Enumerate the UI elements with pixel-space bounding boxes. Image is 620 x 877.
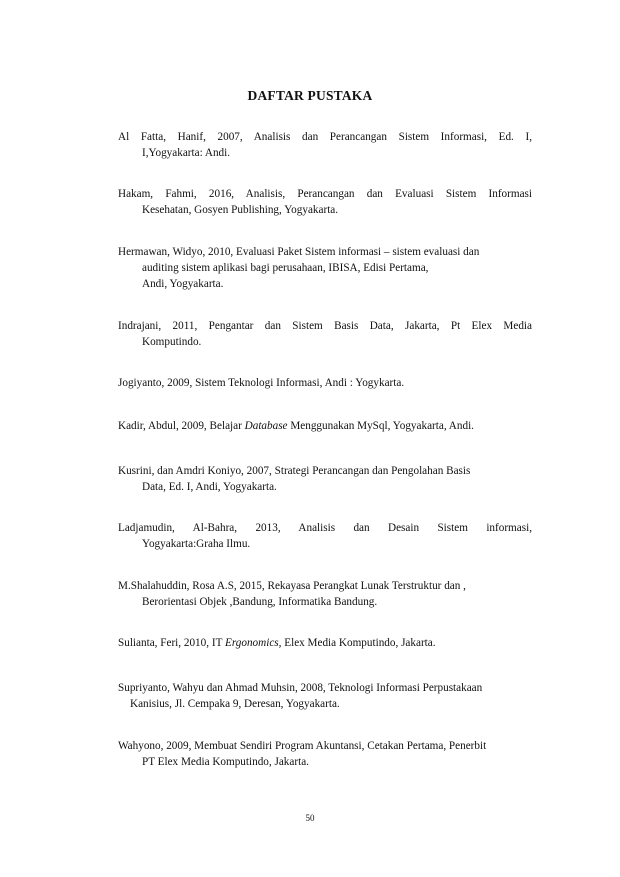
reference-line: M.Shalahuddin, Rosa A.S, 2015, Rekayasa Perangkat Lunak Terstruktur dan ,: [118, 580, 466, 592]
reference-text: Menggunakan MySql, Yogyakarta, Andi.: [287, 420, 474, 432]
reference-line: Hermawan, Widyo, 2010, Evaluasi Paket Sistem informasi – sistem evaluasi dan: [118, 246, 480, 258]
reference-line: Al Fatta, Hanif, 2007, Analisis dan Perancangan Sistem Informasi, Ed. I,: [118, 131, 532, 143]
reference-italic-text: Ergonomics,: [225, 637, 282, 649]
reference-entry: [118, 244, 532, 292]
reference-line: Indrajani, 2011, Pengantar dan Sistem Basis Data, Jakarta, Pt Elex Media: [118, 320, 532, 332]
reference-line: Data, Ed. I, Andi, Yogyakarta.: [142, 481, 277, 493]
reference-line: Kanisius, Jl. Cempaka 9, Deresan, Yogyakarta.: [130, 698, 340, 710]
reference-line: Komputindo.: [142, 336, 202, 348]
reference-line: Kusrini, dan Amdri Koniyo, 2007, Strategi Perancangan dan Pengolahan Basis: [118, 465, 471, 477]
reference-text: Elex Media Komputindo, Jakarta.: [281, 637, 436, 649]
reference-entry: [118, 680, 532, 712]
reference-line: Supriyanto, Wahyu dan Ahmad Muhsin, 2008, Teknologi Informasi Perpustakaan: [118, 682, 483, 694]
reference-text: Kadir, Abdul, 2009, Belajar: [118, 420, 245, 432]
reference-entry: [118, 463, 532, 495]
reference-text: Sulianta, Feri, 2010, IT: [118, 637, 225, 649]
reference-entry: [118, 318, 532, 350]
reference-line: Wahyono, 2009, Membuat Sendiri Program Akuntansi, Cetakan Pertama, Penerbit: [118, 740, 487, 752]
reference-line: Berorientasi Objek ,Bandung, Informatika Bandung.: [142, 596, 378, 608]
reference-line: Andi, Yogyakarta.: [142, 278, 224, 290]
reference-entry: [118, 635, 532, 651]
reference-entry: [118, 578, 532, 610]
reference-line: Kesehatan, Gosyen Publishing, Yogyakarta.: [142, 204, 339, 216]
reference-entry: [118, 129, 532, 161]
reference-entry: [118, 375, 532, 391]
reference-line: Ladjamudin, Al-Bahra, 2013, Analisis dan Desain Sistem informasi,: [118, 522, 532, 534]
reference-italic-text: Database: [244, 420, 288, 432]
reference-line: Jogiyanto, 2009, Sistem Teknologi Informasi, Andi : Yogykarta.: [118, 377, 405, 389]
reference-line: PT Elex Media Komputindo, Jakarta.: [142, 756, 309, 768]
page-number: 50: [305, 813, 315, 823]
reference-entry: [118, 520, 532, 552]
reference-line: auditing sistem aplikasi bagi perusahaan, IBISA, Edisi Pertama,: [142, 262, 429, 274]
reference-line: [118, 418, 532, 434]
page-title: DAFTAR PUSTAKA: [247, 88, 373, 103]
reference-line: I,Yogyakarta: Andi.: [142, 147, 231, 159]
reference-line: [118, 635, 532, 651]
reference-entry: [118, 738, 532, 770]
reference-entry: [118, 418, 532, 434]
reference-entry: [118, 186, 532, 218]
reference-line: Yogyakarta:Graha Ilmu.: [142, 538, 251, 550]
reference-line: Hakam, Fahmi, 2016, Analisis, Perancangan dan Evaluasi Sistem Informasi: [118, 188, 532, 200]
